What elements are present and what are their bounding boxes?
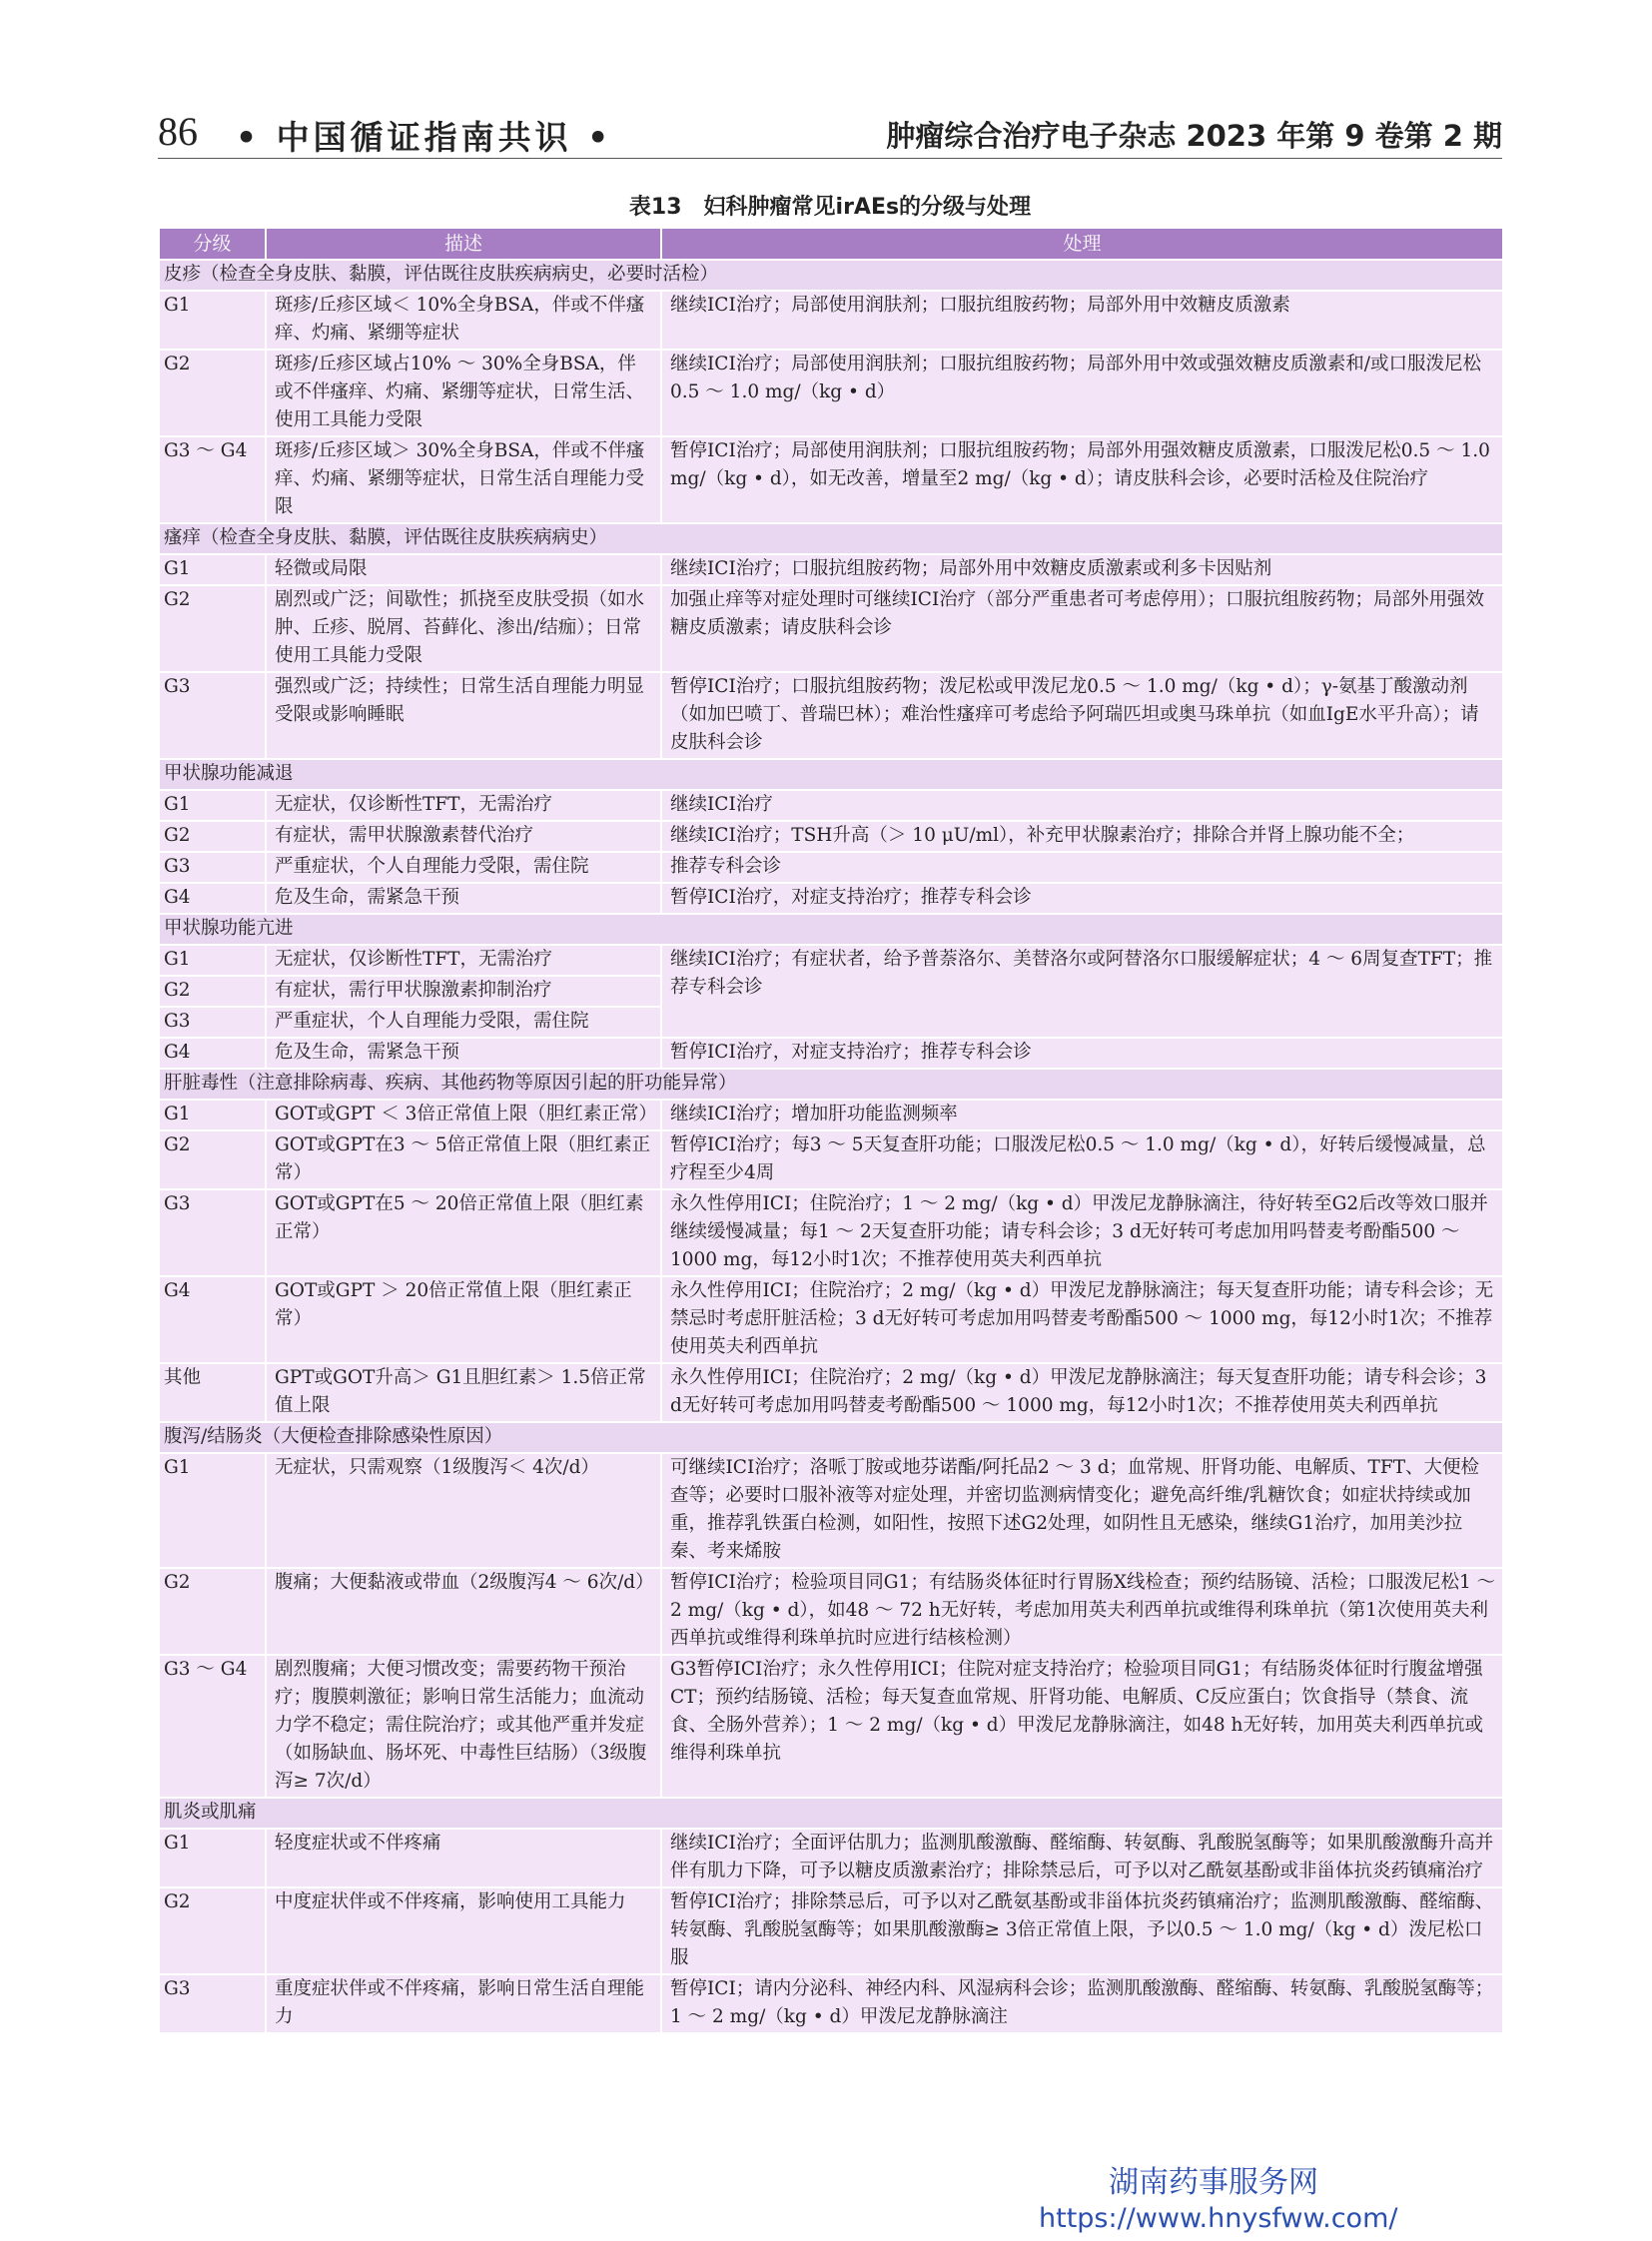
description-cell: 有症状，需行甲状腺激素抑制治疗 <box>266 976 661 1007</box>
treatment-cell: 推荐专科会诊 <box>661 852 1503 883</box>
treatment-cell: 继续ICI治疗；增加肝功能监测频率 <box>661 1100 1503 1130</box>
watermark <box>1039 2157 1508 2234</box>
description-cell: GOT或GPT ＞ 20倍正常值上限（胆红素正常） <box>266 1276 661 1363</box>
grade-cell: G2 <box>159 976 266 1007</box>
treatment-cell: G3暂停ICI治疗；永久性停用ICI；住院对症支持治疗；检验项目同G1；有结肠炎体征时行腹盆增强CT；预约结肠镜、活检；每天复查血常规、肝肾功能、电解质、C反应蛋白；饮食指导（禁食、流食、全肠外营养）；1 ～ 2 mg/（kg • d）甲泼尼龙静脉滴注，如48 h无好转，加用英夫利西单抗或维得利珠单抗 <box>661 1655 1503 1798</box>
section-title: 皮疹（检查全身皮肤、黏膜，评估既往皮肤疾病病史，必要时活检） <box>159 260 1503 291</box>
description-cell: GOT或GPT ＜ 3倍正常值上限（胆红素正常） <box>266 1100 661 1130</box>
description-cell: 危及生命，需紧急干预 <box>266 1038 661 1069</box>
treatment-cell: 继续ICI治疗；有症状者，给予普萘洛尔、美替洛尔或阿替洛尔口服缓解症状；4 ～ 6周复查TFT；推荐专科会诊 <box>661 945 1503 1038</box>
grade-cell: G4 <box>159 1038 266 1069</box>
treatment-cell: 加强止痒等对症处理时可继续ICI治疗（部分严重患者可考虑停用）；口服抗组胺药物；局部外用强效糖皮质激素；请皮肤科会诊 <box>661 585 1503 672</box>
description-cell: 斑疹/丘疹区域＜ 10%全身BSA，伴或不伴瘙痒、灼痛、紧绷等症状 <box>266 291 661 350</box>
treatment-cell: 暂停ICI治疗；检验项目同G1；有结肠炎体征时行胃肠X线检查；预约结肠镜、活检；口服泼尼松1 ～ 2 mg/（kg • d），如48 ～ 72 h无好转，考虑加用英夫利西单抗或维得利珠单抗（第1次使用英夫利西单抗或维得利珠单抗时应进行结核检测） <box>661 1568 1503 1655</box>
treatment-cell: 永久性停用ICI；住院治疗；2 mg/（kg • d）甲泼尼龙静脉滴注；每天复查肝功能；请专科会诊；无禁忌时考虑肝脏活检；3 d无好转可考虑加用吗替麦考酚酯500 ～ 1000 mg，每12小时1次；不推荐使用英夫利西单抗 <box>661 1276 1503 1363</box>
section-row <box>159 260 1503 291</box>
treatment-cell: 继续ICI治疗；局部使用润肤剂；口服抗组胺药物；局部外用中效或强效糖皮质激素和/或口服泼尼松0.5 ～ 1.0 mg/（kg • d） <box>661 350 1503 436</box>
description-cell: 斑疹/丘疹区域＞ 30%全身BSA，伴或不伴瘙痒、灼痛、紧绷等症状，日常生活自理能力受限 <box>266 436 661 523</box>
grade-cell: G4 <box>159 1276 266 1363</box>
description-cell: 严重症状，个人自理能力受限，需住院 <box>266 852 661 883</box>
treatment-cell: 暂停ICI；请内分泌科、神经内科、风湿病科会诊；监测肌酸激酶、醛缩酶、转氨酶、乳酸脱氢酶等；1 ～ 2 mg/（kg • d）甲泼尼龙静脉滴注 <box>661 1974 1503 2033</box>
table-row <box>159 1038 1503 1069</box>
irae-grading-table <box>158 227 1504 2034</box>
grade-cell: G4 <box>159 883 266 914</box>
header-treatment: 处理 <box>661 228 1503 260</box>
grade-cell: G1 <box>159 945 266 976</box>
treatment-cell: 暂停ICI治疗；排除禁忌后，可予以对乙酰氨基酚或非甾体抗炎药镇痛治疗；监测肌酸激酶、醛缩酶、转氨酶、乳酸脱氢酶等；如果肌酸激酶≥ 3倍正常值上限，予以0.5 ～ 1.0 mg/（kg • d）泼尼松口服 <box>661 1887 1503 1974</box>
description-cell: 重度症状伴或不伴疼痛，影响日常生活自理能力 <box>266 1974 661 2033</box>
grade-cell: G3 <box>159 672 266 759</box>
description-cell: 严重症状，个人自理能力受限，需住院 <box>266 1007 661 1038</box>
description-cell: 腹痛；大便黏液或带血（2级腹泻4 ～ 6次/d） <box>266 1568 661 1655</box>
grade-cell: G1 <box>159 1453 266 1568</box>
description-cell: 危及生命，需紧急干预 <box>266 883 661 914</box>
table-row <box>159 790 1503 821</box>
grade-cell: G2 <box>159 1130 266 1189</box>
grade-cell: G1 <box>159 554 266 585</box>
grade-cell: G3 ～ G4 <box>159 1655 266 1798</box>
grade-cell: G3 <box>159 1974 266 2033</box>
description-cell: 中度症状伴或不伴疼痛，影响使用工具能力 <box>266 1887 661 1974</box>
table-row <box>159 1363 1503 1422</box>
table-row <box>159 821 1503 852</box>
section-row <box>159 914 1503 945</box>
header-grade: 分级 <box>159 228 266 260</box>
treatment-cell: 暂停ICI治疗；局部使用润肤剂；口服抗组胺药物；局部外用强效糖皮质激素，口服泼尼松0.5 ～ 1.0 mg/（kg • d），如无改善，增量至2 mg/（kg • d）；请皮肤科会诊，必要时活检及住院治疗 <box>661 436 1503 523</box>
treatment-cell: 永久性停用ICI；住院治疗；1 ～ 2 mg/（kg • d）甲泼尼龙静脉滴注，待好转至G2后改等效口服并继续缓慢减量；每1 ～ 2天复查肝功能；请专科会诊；3 d无好转可考虑加用吗替麦考酚酯500 ～ 1000 mg，每12小时1次；不推荐使用英夫利西单抗 <box>661 1189 1503 1276</box>
description-cell: 轻微或局限 <box>266 554 661 585</box>
table-row <box>159 1887 1503 1974</box>
grade-cell: G1 <box>159 1100 266 1130</box>
grade-cell: G3 <box>159 1007 266 1038</box>
grade-cell: G2 <box>159 585 266 672</box>
treatment-cell: 继续ICI治疗 <box>661 790 1503 821</box>
table-row <box>159 1100 1503 1130</box>
description-cell: 剧烈或广泛；间歇性；抓挠至皮肤受损（如水肿、丘疹、脱屑、苔藓化、渗出/结痂）；日常使用工具能力受限 <box>266 585 661 672</box>
table-row <box>159 1655 1503 1798</box>
table-body <box>159 260 1503 2033</box>
table-row <box>159 672 1503 759</box>
table-row <box>159 585 1503 672</box>
watermark-site-name: 湖南药事服务网 <box>1109 2165 1318 2200</box>
grade-cell: G2 <box>159 821 266 852</box>
table-header-row <box>159 228 1503 260</box>
description-cell: 有症状，需甲状腺激素替代治疗 <box>266 821 661 852</box>
header-description: 描述 <box>266 228 661 260</box>
grade-cell: G2 <box>159 350 266 436</box>
watermark-url[interactable]: https://www.hnysfww.com/ <box>1039 2203 1398 2234</box>
section-title: 瘙痒（检查全身皮肤、黏膜，评估既往皮肤疾病病史） <box>159 523 1503 554</box>
journal-issue-info: 肿瘤综合治疗电子杂志 2023 年第 9 卷第 2 期 <box>886 119 1502 153</box>
description-cell: 斑疹/丘疹区域占10% ～ 30%全身BSA，伴或不伴瘙痒、灼痛、紧绷等症状，日常生活、使用工具能力受限 <box>266 350 661 436</box>
treatment-cell: 暂停ICI治疗，对症支持治疗；推荐专科会诊 <box>661 1038 1503 1069</box>
description-cell: 剧烈腹痛；大便习惯改变；需要药物干预治疗；腹膜刺激征；影响日常生活能力；血流动力学不稳定；需住院治疗；或其他严重并发症（如肠缺血、肠坏死、中毒性巨结肠）（3级腹泻≥ 7次/d） <box>266 1655 661 1798</box>
table-row <box>159 852 1503 883</box>
treatment-cell: 暂停ICI治疗；口服抗组胺药物；泼尼松或甲泼尼龙0.5 ～ 1.0 mg/（kg • d）；γ-氨基丁酸激动剂（如加巴喷丁、普瑞巴林）；难治性瘙痒可考虑给予阿瑞匹坦或奥马珠单抗（如血IgE水平升高）；请皮肤科会诊 <box>661 672 1503 759</box>
table-row <box>159 291 1503 350</box>
grade-cell: G1 <box>159 1829 266 1887</box>
description-cell: GOT或GPT在3 ～ 5倍正常值上限（胆红素正常） <box>266 1130 661 1189</box>
grade-cell: G2 <box>159 1568 266 1655</box>
description-cell: 无症状，仅诊断性TFT，无需治疗 <box>266 945 661 976</box>
table-row <box>159 1829 1503 1887</box>
page-number: 86 <box>158 109 198 154</box>
grade-cell: G1 <box>159 291 266 350</box>
grade-cell: G3 <box>159 1189 266 1276</box>
table-row <box>159 1189 1503 1276</box>
section-row <box>159 1798 1503 1829</box>
section-row <box>159 1069 1503 1100</box>
grade-cell: G3 <box>159 852 266 883</box>
treatment-cell: 继续ICI治疗；全面评估肌力；监测肌酸激酶、醛缩酶、转氨酶、乳酸脱氢酶等；如果肌酸激酶升高并伴有肌力下降，可予以糖皮质激素治疗；排除禁忌后，可予以对乙酰氨基酚或非甾体抗炎药镇痛治疗 <box>661 1829 1503 1887</box>
table-title: 表13 妇科肿瘤常见irAEs的分级与处理 <box>628 195 1032 220</box>
section-row <box>159 759 1503 790</box>
section-title: 腹泻/结肠炎（大便检查排除感染性原因） <box>159 1422 1503 1453</box>
section-row <box>159 523 1503 554</box>
table-row <box>159 883 1503 914</box>
table-row <box>159 436 1503 523</box>
description-cell: 轻度症状或不伴疼痛 <box>266 1829 661 1887</box>
table-row <box>159 1453 1503 1568</box>
section-title: 肝脏毒性（注意排除病毒、疾病、其他药物等原因引起的肝功能异常） <box>159 1069 1503 1100</box>
description-cell: 强烈或广泛；持续性；日常生活自理能力明显受限或影响睡眠 <box>266 672 661 759</box>
description-cell: 无症状，仅诊断性TFT，无需治疗 <box>266 790 661 821</box>
section-title: 肌炎或肌痛 <box>159 1798 1503 1829</box>
description-cell: 无症状，只需观察（1级腹泻＜ 4次/d） <box>266 1453 661 1568</box>
table-row <box>159 1568 1503 1655</box>
grade-cell: 其他 <box>159 1363 266 1422</box>
section-row <box>159 1422 1503 1453</box>
grade-cell: G2 <box>159 1887 266 1974</box>
grade-cell: G3 ～ G4 <box>159 436 266 523</box>
section-title: 甲状腺功能亢进 <box>159 914 1503 945</box>
treatment-cell: 暂停ICI治疗，对症支持治疗；推荐专科会诊 <box>661 883 1503 914</box>
treatment-cell: 暂停ICI治疗；每3 ～ 5天复查肝功能；口服泼尼松0.5 ～ 1.0 mg/（kg • d），好转后缓慢减量，总疗程至少4周 <box>661 1130 1503 1189</box>
table-row <box>159 945 1503 976</box>
treatment-cell: 继续ICI治疗；口服抗组胺药物；局部外用中效糖皮质激素或利多卡因贴剂 <box>661 554 1503 585</box>
grade-cell: G1 <box>159 790 266 821</box>
treatment-cell: 继续ICI治疗；TSH升高（＞ 10 μU/ml），补充甲状腺素治疗；排除合并肾上腺功能不全； <box>661 821 1503 852</box>
treatment-cell: 继续ICI治疗；局部使用润肤剂；口服抗组胺药物；局部外用中效糖皮质激素 <box>661 291 1503 350</box>
table-row <box>159 1276 1503 1363</box>
journal-series-title: • 中国循证指南共识 • <box>236 118 613 157</box>
description-cell: GOT或GPT在5 ～ 20倍正常值上限（胆红素正常） <box>266 1189 661 1276</box>
description-cell: GPT或GOT升高＞ G1且胆红素＞ 1.5倍正常值上限 <box>266 1363 661 1422</box>
table-row <box>159 554 1503 585</box>
page-header <box>158 108 1502 156</box>
treatment-cell: 可继续ICI治疗；洛哌丁胺或地芬诺酯/阿托品2 ～ 3 d；血常规、肝肾功能、电解质、TFT、大便检查等；必要时口服补液等对症处理，并密切监测病情变化；避免高纤维/乳糖饮食；如症状持续或加重，推荐乳铁蛋白检测，如阳性，按照下述G2处理，如阴性且无感染，继续G1治疗，加用美沙拉秦、考来烯胺 <box>661 1453 1503 1568</box>
section-title: 甲状腺功能减退 <box>159 759 1503 790</box>
table-row <box>159 1130 1503 1189</box>
table-row <box>159 1974 1503 2033</box>
header-divider <box>158 158 1502 159</box>
table-row <box>159 350 1503 436</box>
treatment-cell: 永久性停用ICI；住院治疗；2 mg/（kg • d）甲泼尼龙静脉滴注；每天复查肝功能；请专科会诊；3 d无好转可考虑加用吗替麦考酚酯500 ～ 1000 mg，每12小时1次；不推荐使用英夫利西单抗 <box>661 1363 1503 1422</box>
